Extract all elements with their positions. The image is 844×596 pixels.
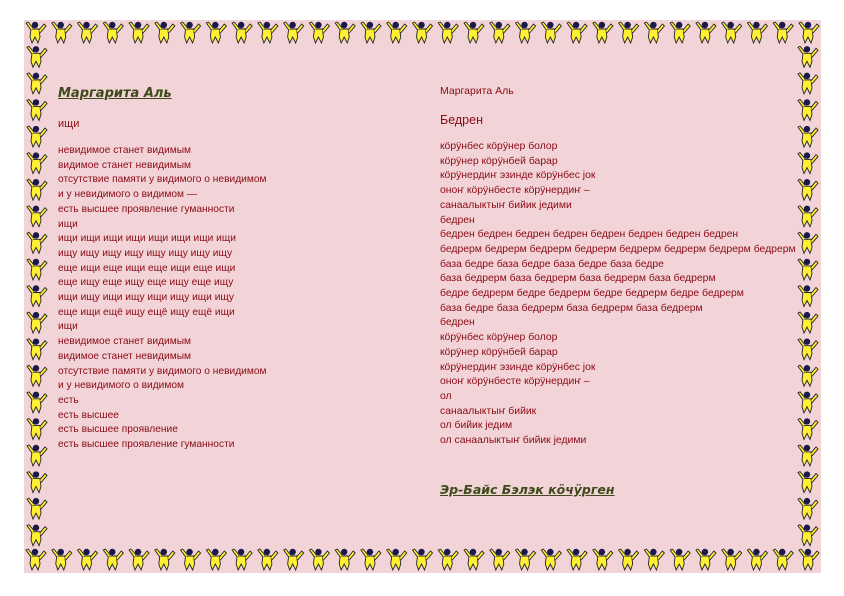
waving-figure-icon bbox=[798, 126, 818, 147]
waving-figure-icon bbox=[258, 549, 278, 570]
waving-figure-icon bbox=[438, 549, 458, 570]
waving-figure-icon bbox=[361, 22, 381, 43]
poem-line: невидимое станет видимым bbox=[58, 336, 192, 348]
waving-figure-icon bbox=[541, 22, 561, 43]
waving-figure-icon bbox=[644, 549, 664, 570]
poem-line: бедрен bbox=[440, 317, 475, 329]
translator-credit: Эр-Байс Бэлэк кӧчӱрген bbox=[440, 481, 615, 497]
poem-line: бедрен бедрен бедрен бедрен бедрен бедрен бедрен бедрен bbox=[440, 229, 739, 241]
poem-line: ищу ищу ищу ищу ищу ищу ищу ищу bbox=[58, 247, 233, 259]
waving-figure-icon bbox=[335, 22, 355, 43]
waving-figure-icon bbox=[773, 549, 793, 570]
poem-line: санаалыктыҥ бийик bbox=[440, 405, 537, 417]
document-page bbox=[24, 20, 821, 573]
poem-line: и у невидимого о видимом — bbox=[58, 189, 198, 201]
waving-figure-icon bbox=[387, 549, 407, 570]
waving-figure-icon bbox=[696, 549, 716, 570]
waving-figure-icon bbox=[284, 549, 304, 570]
waving-figure-icon bbox=[78, 549, 98, 570]
waving-figure-icon bbox=[181, 549, 201, 570]
waving-figure-icon bbox=[27, 498, 47, 519]
waving-figure-icon bbox=[284, 22, 304, 43]
waving-figure-icon bbox=[309, 549, 329, 570]
poem-line: ол bbox=[440, 390, 452, 402]
poem-line: еще ищи ещё ищу ещё ищу ещё ищи bbox=[58, 306, 235, 318]
waving-figure-icon bbox=[27, 206, 47, 227]
poem-line: ищи bbox=[58, 218, 78, 230]
poem-line: есть высшее проявление bbox=[58, 424, 178, 436]
waving-figure-icon bbox=[27, 73, 47, 94]
waving-figure-icon bbox=[593, 549, 613, 570]
waving-figure-icon bbox=[670, 22, 690, 43]
waving-figure-icon bbox=[567, 549, 587, 570]
waving-figure-icon bbox=[27, 365, 47, 386]
waving-figure-icon bbox=[206, 22, 226, 43]
waving-figure-icon bbox=[387, 22, 407, 43]
waving-figure-icon bbox=[413, 549, 433, 570]
poem-line: база бедре база бедре база бедре база бедре bbox=[440, 258, 664, 270]
poem-line: есть высшее проявление гуманности bbox=[58, 439, 235, 451]
poem-line: база бедрерм база бедрерм база бедрерм база бедрерм bbox=[440, 273, 716, 285]
waving-figure-icon bbox=[155, 22, 175, 43]
waving-figure-icon bbox=[103, 22, 123, 43]
waving-figure-icon bbox=[541, 549, 561, 570]
waving-figure-icon bbox=[464, 22, 484, 43]
waving-figure-icon bbox=[798, 312, 818, 333]
left-poem-title: ищи bbox=[58, 118, 80, 130]
waving-figure-icon bbox=[799, 22, 819, 43]
waving-figure-icon bbox=[27, 232, 47, 253]
waving-figure-icon bbox=[78, 22, 98, 43]
waving-figure-icon bbox=[309, 22, 329, 43]
waving-figure-icon bbox=[619, 22, 639, 43]
waving-figure-icon bbox=[27, 312, 47, 333]
waving-figure-icon bbox=[593, 22, 613, 43]
waving-figure-icon bbox=[798, 365, 818, 386]
waving-figure-icon bbox=[490, 22, 510, 43]
waving-figure-icon bbox=[516, 22, 536, 43]
waving-figure-icon bbox=[27, 392, 47, 413]
waving-figure-icon bbox=[798, 498, 818, 519]
poem-line: видимое станет невидимым bbox=[58, 350, 192, 362]
poem-line: бедрен bbox=[440, 214, 475, 226]
poem-line: оноҥ кӧрӱнбесте кӧрӱнердиҥ – bbox=[440, 185, 590, 197]
waving-figure-icon bbox=[26, 22, 46, 43]
waving-figure-icon bbox=[798, 73, 818, 94]
waving-figure-icon bbox=[129, 549, 149, 570]
poem-line: санаалыктыҥ бийик једими bbox=[440, 199, 572, 211]
waving-figure-icon bbox=[413, 22, 433, 43]
waving-figure-icon bbox=[181, 22, 201, 43]
right-poem-lines bbox=[440, 140, 800, 449]
waving-figure-icon bbox=[747, 22, 767, 43]
poem-line: еще ищу еще ищу еще ищу еще ищу bbox=[58, 277, 234, 289]
waving-figure-icon bbox=[27, 525, 47, 546]
waving-figure-icon bbox=[335, 549, 355, 570]
waving-figure-icon bbox=[52, 22, 72, 43]
waving-figure-icon bbox=[27, 338, 47, 359]
waving-figure-icon bbox=[27, 152, 47, 173]
waving-figure-icon bbox=[438, 22, 458, 43]
waving-figure-icon bbox=[798, 232, 818, 253]
poem-line: кӧрӱнбес кӧрӱнер болор bbox=[440, 332, 558, 344]
left-author: Маргарита Аль bbox=[58, 86, 172, 101]
waving-figure-icon bbox=[206, 549, 226, 570]
waving-figure-icon bbox=[27, 445, 47, 466]
waving-figure-icon bbox=[798, 152, 818, 173]
waving-figure-icon bbox=[27, 471, 47, 492]
waving-figure-icon bbox=[798, 259, 818, 280]
poem-line: есть высшее проявление гуманности bbox=[58, 203, 235, 215]
waving-figure-icon bbox=[27, 418, 47, 439]
waving-figure-icon bbox=[773, 22, 793, 43]
poem-line: ищи ищи ищи ищи ищи ищи ищи ищи bbox=[58, 233, 236, 245]
waving-figure-icon bbox=[799, 549, 819, 570]
waving-figure-icon bbox=[129, 22, 149, 43]
waving-figure-icon bbox=[232, 22, 252, 43]
poem-line: и у невидимого о видимом bbox=[58, 380, 185, 392]
poem-line: кӧрӱнер кӧрӱнбей барар bbox=[440, 155, 558, 167]
waving-figure-icon bbox=[798, 206, 818, 227]
poem-line: невидимое станет видимым bbox=[58, 145, 192, 156]
waving-figure-icon bbox=[516, 549, 536, 570]
poem-line: бедрерм бедрерм бедрерм бедрерм бедрерм бедрерм бедрерм бедрерм bbox=[440, 243, 796, 255]
waving-figure-icon bbox=[27, 285, 47, 306]
poem-line: ол санаалыктыҥ бийик једими bbox=[440, 435, 587, 447]
right-author: Маргарита Аль bbox=[440, 85, 514, 97]
poem-line: кӧрӱнер кӧрӱнбей барар bbox=[440, 346, 558, 358]
waving-figure-icon bbox=[361, 549, 381, 570]
waving-figure-icon bbox=[258, 22, 278, 43]
waving-figure-icon bbox=[696, 22, 716, 43]
left-poem-lines bbox=[58, 144, 418, 453]
poem-line: есть высшее bbox=[58, 409, 119, 421]
waving-figure-icon bbox=[722, 549, 742, 570]
waving-figure-icon bbox=[798, 285, 818, 306]
waving-figure-icon bbox=[232, 549, 252, 570]
waving-figure-icon bbox=[798, 338, 818, 359]
waving-figure-icon bbox=[567, 22, 587, 43]
waving-figure-icon bbox=[103, 549, 123, 570]
poem-line: кӧрӱнердиҥ эзинде кӧрӱнбес јок bbox=[440, 361, 596, 373]
waving-figure-icon bbox=[155, 549, 175, 570]
poem-line: отсутствие памяти у видимого о невидимом bbox=[58, 365, 267, 377]
waving-figure-icon bbox=[798, 392, 818, 413]
poem-line: отсутствие памяти у видимого о невидимом bbox=[58, 174, 267, 186]
waving-figure-icon bbox=[644, 22, 664, 43]
poem-line: ол бийик једим bbox=[440, 420, 513, 432]
waving-figure-icon bbox=[27, 179, 47, 200]
poem-line: есть bbox=[58, 394, 79, 406]
left-poem bbox=[58, 86, 418, 453]
poem-line: оноҥ кӧрӱнбесте кӧрӱнердиҥ – bbox=[440, 376, 590, 388]
poem-line: еще ищи еще ищи еще ищи еще ищи bbox=[58, 262, 236, 274]
right-poem-title: Бедрен bbox=[440, 113, 483, 127]
waving-figure-icon bbox=[670, 549, 690, 570]
waving-figure-icon bbox=[722, 22, 742, 43]
waving-figure-icon bbox=[798, 99, 818, 120]
waving-figure-icon bbox=[798, 525, 818, 546]
waving-figure-icon bbox=[619, 549, 639, 570]
poem-line: кӧрӱнердиҥ эзинде кӧрӱнбес јок bbox=[440, 170, 596, 182]
waving-figure-icon bbox=[798, 445, 818, 466]
waving-figure-icon bbox=[27, 259, 47, 280]
waving-figure-icon bbox=[798, 179, 818, 200]
right-poem bbox=[440, 85, 800, 497]
waving-figure-icon bbox=[27, 99, 47, 120]
waving-figure-icon bbox=[27, 46, 47, 67]
waving-figure-icon bbox=[798, 471, 818, 492]
waving-figure-icon bbox=[798, 46, 818, 67]
poem-line: ищи ищу ищи ищу ищи ищу ищи ищу bbox=[58, 292, 234, 304]
waving-figure-icon bbox=[27, 126, 47, 147]
waving-figure-icon bbox=[464, 549, 484, 570]
waving-figure-icon bbox=[747, 549, 767, 570]
poem-line: бедре бедрерм бедре бедрерм бедре бедрерм бедре бедрерм bbox=[440, 288, 744, 300]
waving-figure-icon bbox=[798, 418, 818, 439]
poem-line: ищи bbox=[58, 321, 78, 333]
poem-line: база бедре база бедрерм база бедрерм база бедрерм bbox=[440, 302, 703, 314]
waving-figure-icon bbox=[490, 549, 510, 570]
poem-line: кӧрӱнбес кӧрӱнер болор bbox=[440, 141, 558, 152]
waving-figure-icon bbox=[26, 549, 46, 570]
poem-line: видимое станет невидимым bbox=[58, 159, 192, 171]
waving-figure-icon bbox=[52, 549, 72, 570]
